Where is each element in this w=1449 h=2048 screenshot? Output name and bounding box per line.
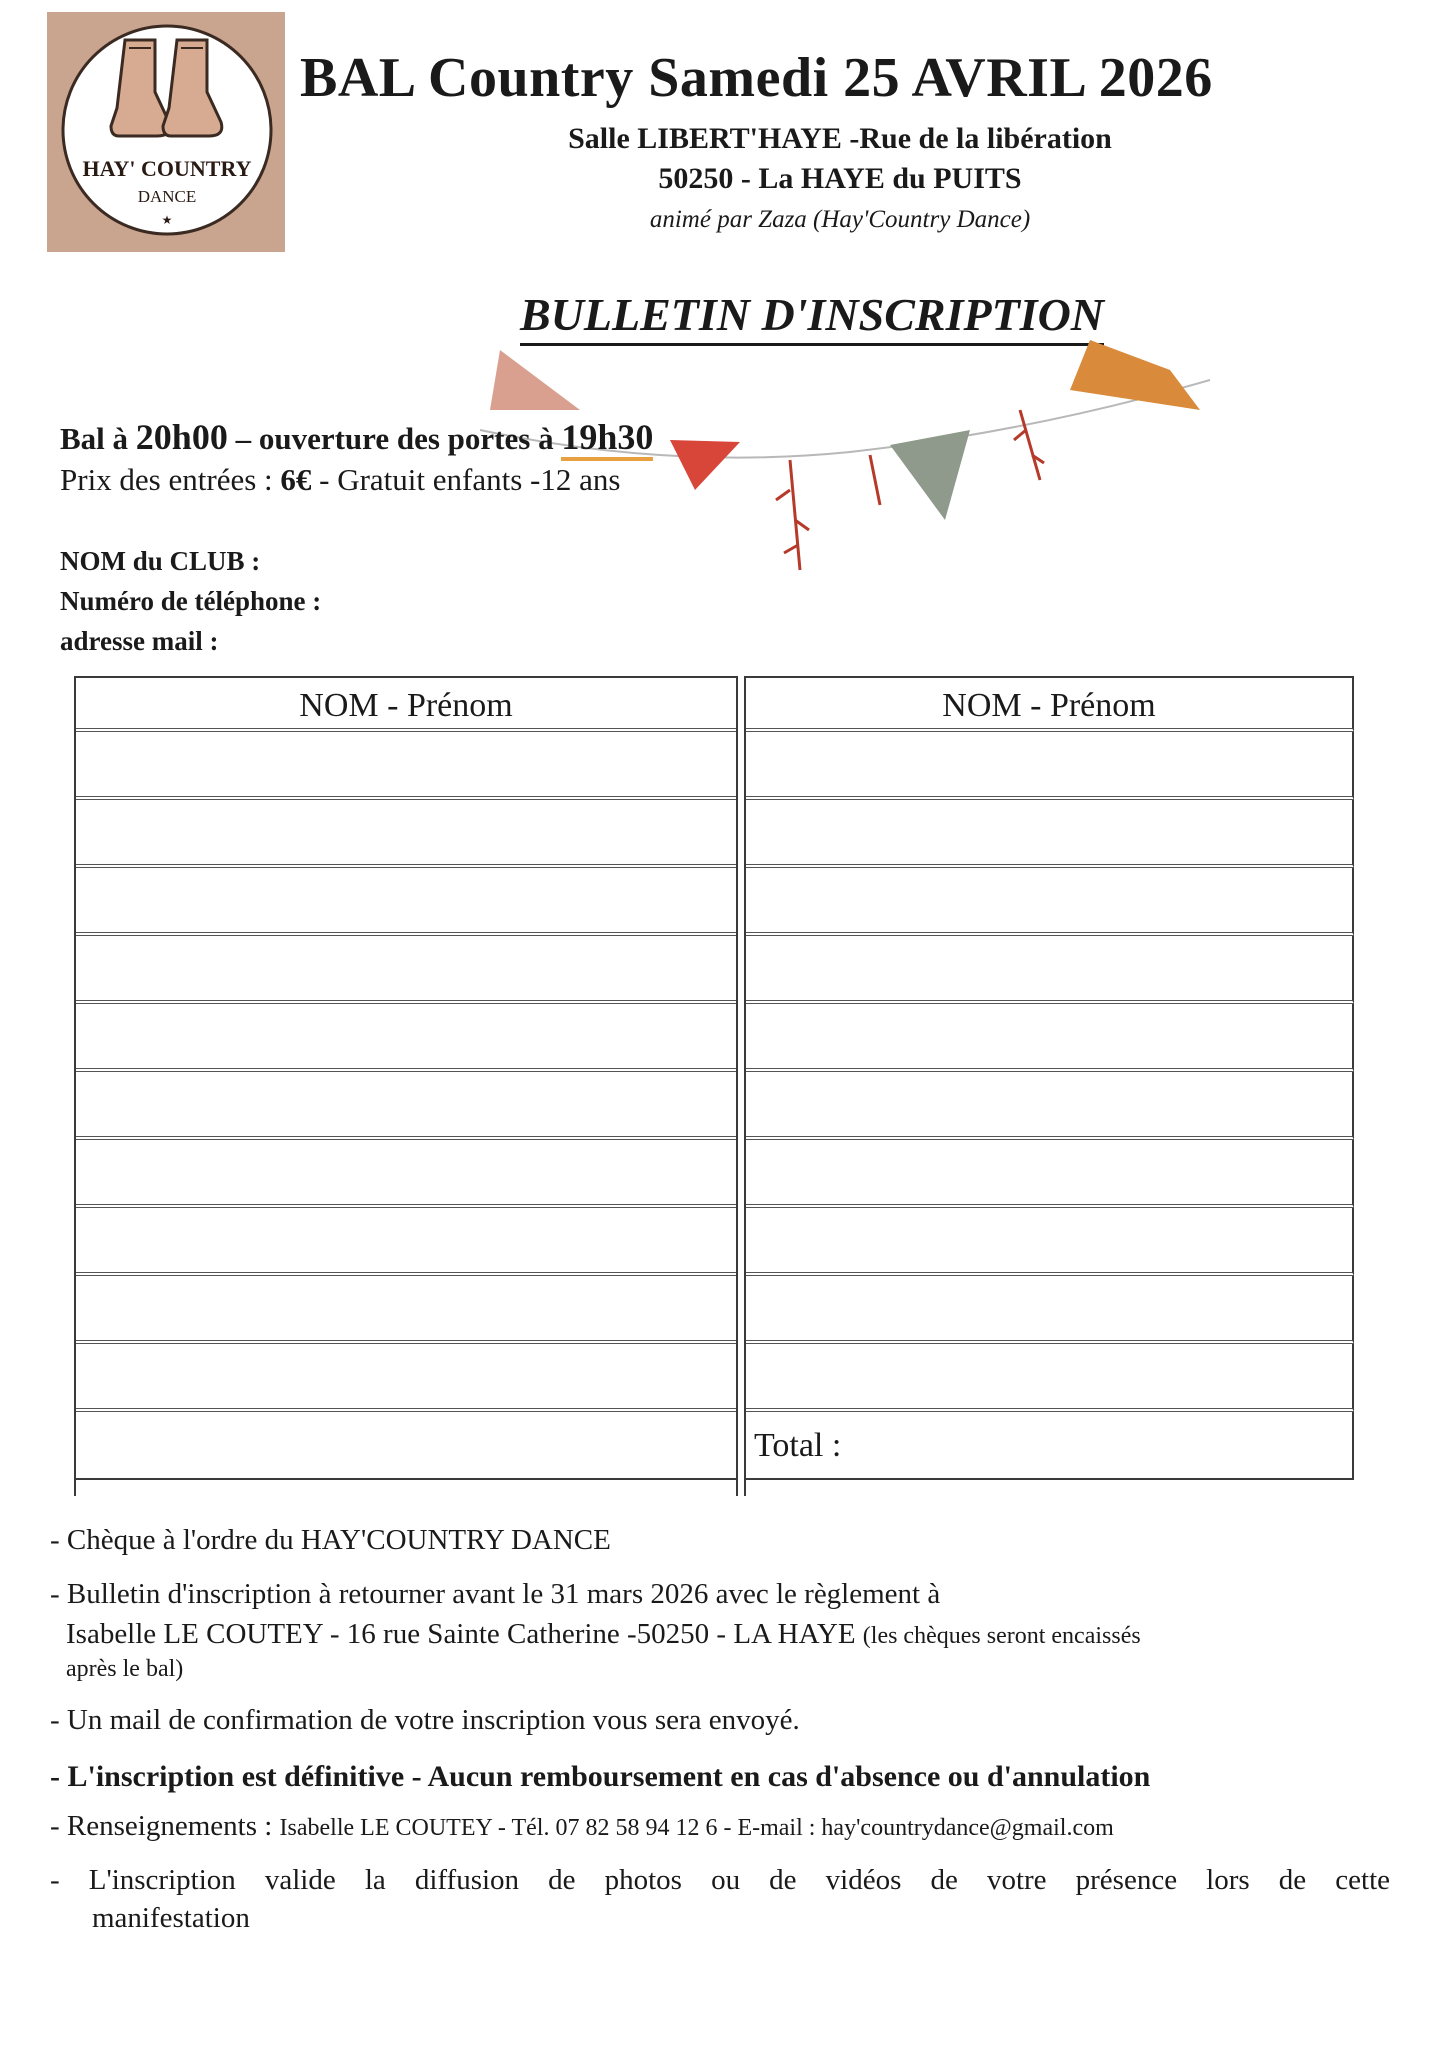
price-suffix: - Gratuit enfants -12 ans [311,462,621,497]
registration-table [74,676,1354,1496]
note-media: - L'inscription valide la diffusion de photos ou de vidéos de votre présence lors de cette [50,1864,1390,1896]
note-definitive: - L'inscription est définitive - Aucun remboursement en cas d'absence ou d'annulation [50,1760,1151,1793]
info-contact: Isabelle LE COUTEY - Tél. 07 82 58 94 12 6 - E-mail : hay'countrydance@gmail.com [279,1815,1114,1841]
table-column-right [744,676,1354,1496]
venue-line: Salle LIBERT'HAYE -Rue de la libération [568,122,1112,155]
table-row[interactable] [746,1344,1354,1412]
address-note: (les chèques seront encaissés [862,1623,1141,1649]
club-logo [47,12,285,252]
note-cheque: - Chèque à l'ordre du HAY'COUNTRY DANCE [50,1524,611,1556]
pennant-orange [1070,340,1200,410]
note-address [66,1618,1141,1651]
event-price [60,462,620,498]
table-row[interactable] [746,800,1354,868]
note-confirmation: - Un mail de confirmation de votre inscription vous sera envoyé. [50,1704,800,1736]
table-row[interactable] [746,732,1354,800]
table-row[interactable] [746,868,1354,936]
table-row[interactable] [746,1276,1354,1344]
table-row[interactable] [76,1412,736,1480]
table-column-left [74,676,738,1496]
event-hours [60,416,653,458]
pennant-pink [490,350,580,410]
page-title: BAL Country Samedi 25 AVRIL 2026 [300,47,1213,109]
table-row[interactable] [76,1072,736,1140]
table-row[interactable] [76,1140,736,1208]
note-return: - Bulletin d'inscription à retourner avant le 31 mars 2026 avec le règlement à [50,1578,941,1610]
email-field[interactable]: adresse mail : [60,626,219,656]
feather-icon [776,410,1044,570]
table-row[interactable] [76,800,736,868]
table-row[interactable] [746,1208,1354,1276]
column-header: NOM - Prénom [76,676,736,732]
pennant-red [670,440,740,490]
door-time: 19h30 [561,417,653,461]
table-row[interactable] [746,936,1354,1004]
form-title: BULLETIN D'INSCRIPTION [520,288,1104,346]
price-value: 6€ [280,462,312,497]
table-row[interactable] [76,936,736,1004]
note-media-end: manifestation [92,1902,250,1934]
info-prefix: - Renseignements : [50,1810,280,1842]
table-row[interactable] [76,732,736,800]
table-row[interactable] [76,1276,736,1344]
table-row[interactable] [76,868,736,936]
table-row[interactable] [746,1140,1354,1208]
column-header: NOM - Prénom [746,676,1354,732]
start-time: 20h00 [135,417,228,457]
city-line: 50250 - La HAYE du PUITS [658,162,1022,195]
hours-prefix: Bal à [60,421,136,456]
table-row[interactable] [746,1072,1354,1140]
star-icon: ★ [161,213,173,227]
total-cell[interactable]: Total : [746,1412,1354,1480]
table-row[interactable] [746,1004,1354,1072]
logo-subtext: DANCE [137,187,197,206]
club-name-field[interactable]: NOM du CLUB : [60,546,261,576]
price-prefix: Prix des entrées : [60,462,281,497]
table-row[interactable] [76,1344,736,1412]
phone-field[interactable]: Numéro de téléphone : [60,586,322,616]
table-row[interactable] [76,1004,736,1072]
animator-line: animé par Zaza (Hay'Country Dance) [649,206,1031,233]
address-note-end: après le bal) [66,1656,184,1682]
logo-graphic [47,12,285,252]
pennant-gray [890,430,970,520]
logo-text: HAY' COUNTRY [82,156,252,181]
hours-mid: – ouverture des portes à [227,421,562,456]
note-info [50,1810,1114,1843]
address-text: Isabelle LE COUTEY - 16 rue Sainte Catherine -50250 - LA HAYE [66,1618,863,1650]
table-row[interactable] [76,1208,736,1276]
